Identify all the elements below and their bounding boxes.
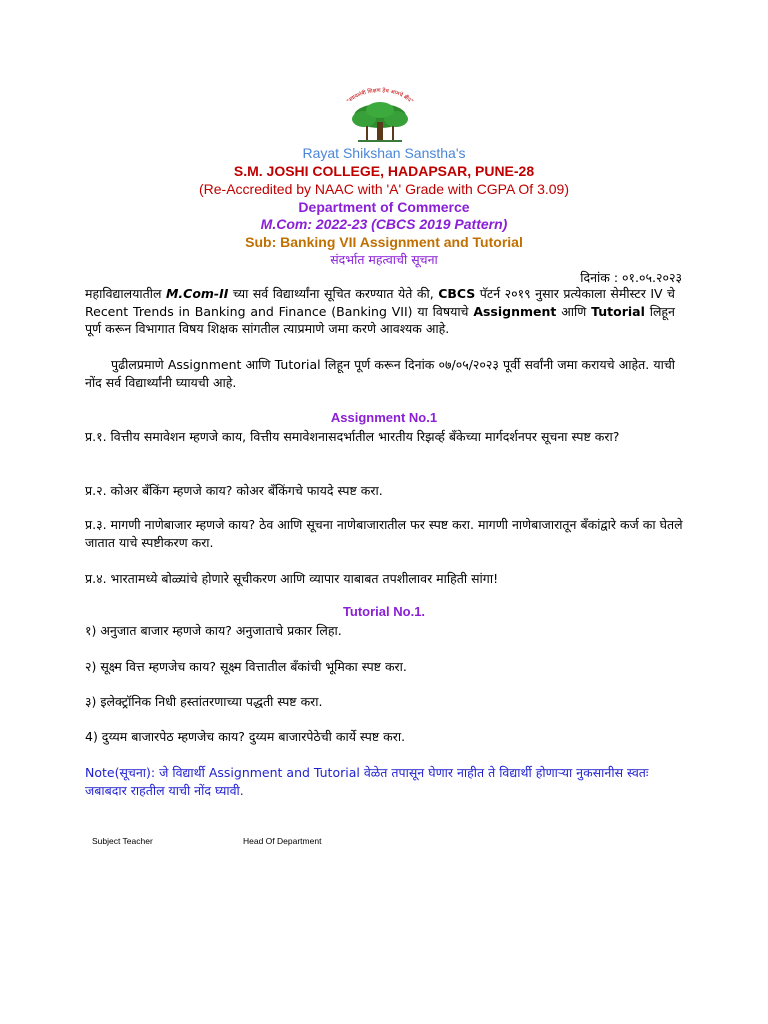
assignment-question: प्र.१. वित्तीय समावेशन म्हणजे काय, वित्तीय समावेशनासदर्भातील भारतीय रिझर्व्ह बँकेच्या मार्गदर्शनपर सूचना स्पष्ट करा? [85,429,620,444]
important-note: Note(सूचना): जे विद्यार्थी Assignment and Tutorial वेळेत तपासून घेणार नाहीत ते विद्यार्थी होणाऱ्या नुकसानीस स्वतः जबाबदार राहतील याची नोंद घ्यावी. [85,765,649,798]
logo-arc-text: "स्वावलंबी शिक्षण हेच आमचे ब्रीद" [345,87,415,105]
subject-line: Sub: Banking VII Assignment and Tutorial [245,234,523,250]
department-name: Department of Commerce [298,199,470,215]
notice-paragraph-2: पुढीलप्रमाणे Assignment आणि Tutorial लिहून पूर्ण करून दिनांक ०७/०५/२०२३ पूर्वी सर्वांनी जमा करायचे आहेत. याची नोंद सर्व विद्यार्थ्यांनी घ्यायची आहे. [85,357,675,390]
tutorial-question: २) सूक्ष्म वित्त म्हणजेच काय? सूक्ष्म वित्तातील बँकांची भूमिका स्पष्ट करा. [85,659,407,674]
notice-paragraph-1: महाविद्यालयातील M.Com-II च्या सर्व विद्यार्थ्यांना सूचित करण्यात येते की, CBCS पॅटर्न २०१९ नुसार प्रत्येकाला सेमीस्टर IV चे Recent Trends in Banking and Finance (Banking VII) या विषयाचे Assignment आणि Tutorial लिहून पूर्ण करून विभागात विषय शिक्षक सांगतील त्याप्रमाणे जमा करणे आवश्यक आहे. [85,286,675,336]
tutorial-question: १) अनुजात बाजार म्हणजे काय? अनुजाताचे प्रकार लिहा. [85,623,342,638]
head-of-department-signature: Head Of Department [243,836,322,846]
notice-date: दिनांक : ०१.०५.२०२३ [580,270,682,285]
institution-name: Rayat Shikshan Sanstha's [302,145,466,161]
subject-teacher-signature: Subject Teacher [92,836,153,846]
banyan-tree-logo-icon [330,86,430,150]
tutorial-question: 4) दुय्यम बाजारपेठ म्हणजेच काय? दुय्यम बाजारपेठेची कार्ये स्पष्ट करा. [85,729,406,744]
program-line: M.Com: 2022-23 (CBCS 2019 Pattern) [260,216,508,232]
assignment-title: Assignment No.1 [330,410,438,425]
assignment-question: प्र.४. भारतामध्ये बोळ्यांचे होणारे सूचीकरण आणि व्यापार याबाबत तपशीलावर माहिती सांगा! [85,571,499,586]
college-name: S.M. JOSHI COLLEGE, HADAPSAR, PUNE-28 [233,163,535,179]
notice-heading: संदर्भात महत्वाची सूचना [330,252,438,267]
tutorial-title: Tutorial No.1. [342,604,426,619]
assignment-question: प्र.२. कोअर बँकिंग म्हणजे काय? कोअर बँकिंगचे फायदे स्पष्ट करा. [85,483,383,498]
tutorial-question: ३) इलेक्ट्रॉनिक निधी हस्तांतरणाच्या पद्धती स्पष्ट करा. [85,694,323,709]
accreditation-line: (Re-Accredited by NAAC with 'A' Grade with CGPA Of 3.09) [199,181,569,197]
assignment-question: प्र.३. मागणी नाणेबाजार म्हणजे काय? ठेव आणि सूचना नाणेबाजारातील फर स्पष्ट करा. मागणी नाणेबाजारातून बँकांद्वारे कर्ज का घेतले जातात याचे स्पष्टीकरण करा. [85,517,683,550]
